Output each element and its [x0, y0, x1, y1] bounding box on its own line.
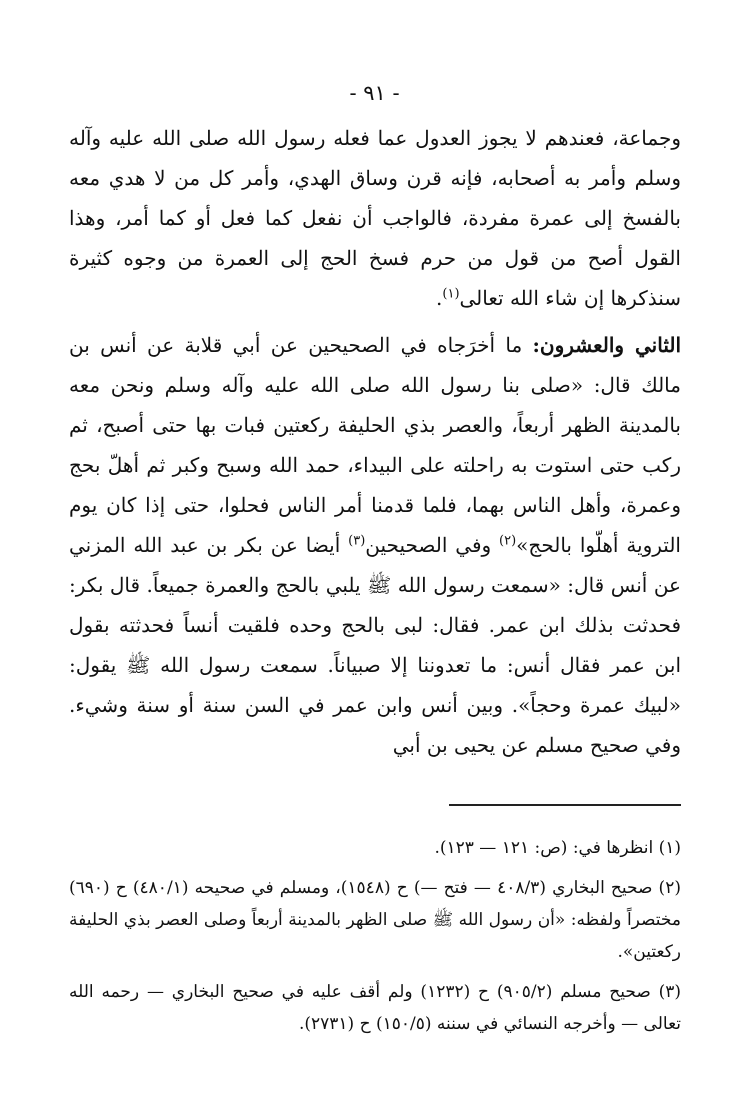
main-text [69, 118, 681, 765]
footnote-1: (١) انظرها في: (ص: ١٢١ — ١٢٣). [434, 838, 681, 858]
paragraph-2 [69, 325, 681, 765]
page-number: - ٩١ - [349, 81, 400, 105]
paragraph-1-text: وجماعة، فعندهم لا يجوز العدول عما فعله رسول الله صلى الله عليه وآله وسلم وأمر به أصحابه، فإنه قرن وساق الهدي، وأمر كل من لا هدي معه بالفسخ إلى عمرة مفردة، فالواجب أن نفعل كما فعل أو كما أمر، وهذا القول أصح من قول من حرم فسخ الحج إلى العمرة من وجوه كثيرة سنذكرها إن شاء الله تعالى [69, 126, 681, 310]
footnote-ref-3: (٣) [348, 533, 366, 549]
footnote-ref-1: (١) [442, 286, 460, 302]
footnote-ref-2: (٢) [499, 533, 517, 549]
paragraph-1 [69, 118, 681, 318]
footnote-separator [449, 804, 681, 806]
paragraph-2-lead: الثاني والعشرون: [532, 333, 681, 357]
footnote-2: (٢) صحيح البخاري (٤٠٨/٣ — فتح —) ح (١٥٤٨)، ومسلم في صحيحه (٤٨٠/١) ح (٦٩٠) مختصراً ولفظه: «أن رسول الله ﷺ صلى الظهر بالمدينة أربعاً وصلى العصر بذي الحليفة ركعتين». [69, 878, 681, 962]
paragraph-1-end: . [436, 286, 443, 310]
footnote-3: (٣) صحيح مسلم (٩٠٥/٢) ح (١٢٣٢) ولم أقف عليه في صحيح البخاري — رحمه الله تعالى — وأخرجه النسائي في سننه (١٥٠/٥) ح (٢٧٣١). [69, 982, 682, 1034]
paragraph-2-part-c: أيضا عن بكر بن عبد الله المزني عن أنس قال: «سمعت رسول الله ﷺ يلبي بالحج والعمرة جميعاً. قال بكر: فحدثت بذلك ابن عمر. فقال: لبى بالحج وحده فلقيت أنساً فحدثته بقول ابن عمر فقال أنس: ما تعدوننا إلا صبياناً. سمعت رسول الله ﷺ يقول: «لبيك عمرة وحجاً». وبين أنس وابن عمر في السن سنة أو سنة وشيء. وفي صحيح مسلم عن يحيى بن أبي [69, 533, 681, 757]
paragraph-2-part-a: ما أخرَجاه في الصحيحين عن أبي قلابة عن أنس بن مالك قال: «صلى بنا رسول الله صلى الله عليه وآله وسلم ونحن معه بالمدينة الظهر أربعاً، والعصر بذي الحليفة ركعتين فبات بها حتى أصبح، ثم ركب حتى استوت به راحلته على البيداء، حمد الله وسبح وكبر ثم أهلّ بحج وعمرة، وأهل الناس بهما، فلما قدمنا أمر الناس فحلوا، حتى إذا كان يوم التروية أهلّوا بالحج» [69, 333, 681, 557]
footnotes [69, 832, 681, 1048]
paragraph-2-part-b: وفي الصحيحين [365, 533, 500, 557]
